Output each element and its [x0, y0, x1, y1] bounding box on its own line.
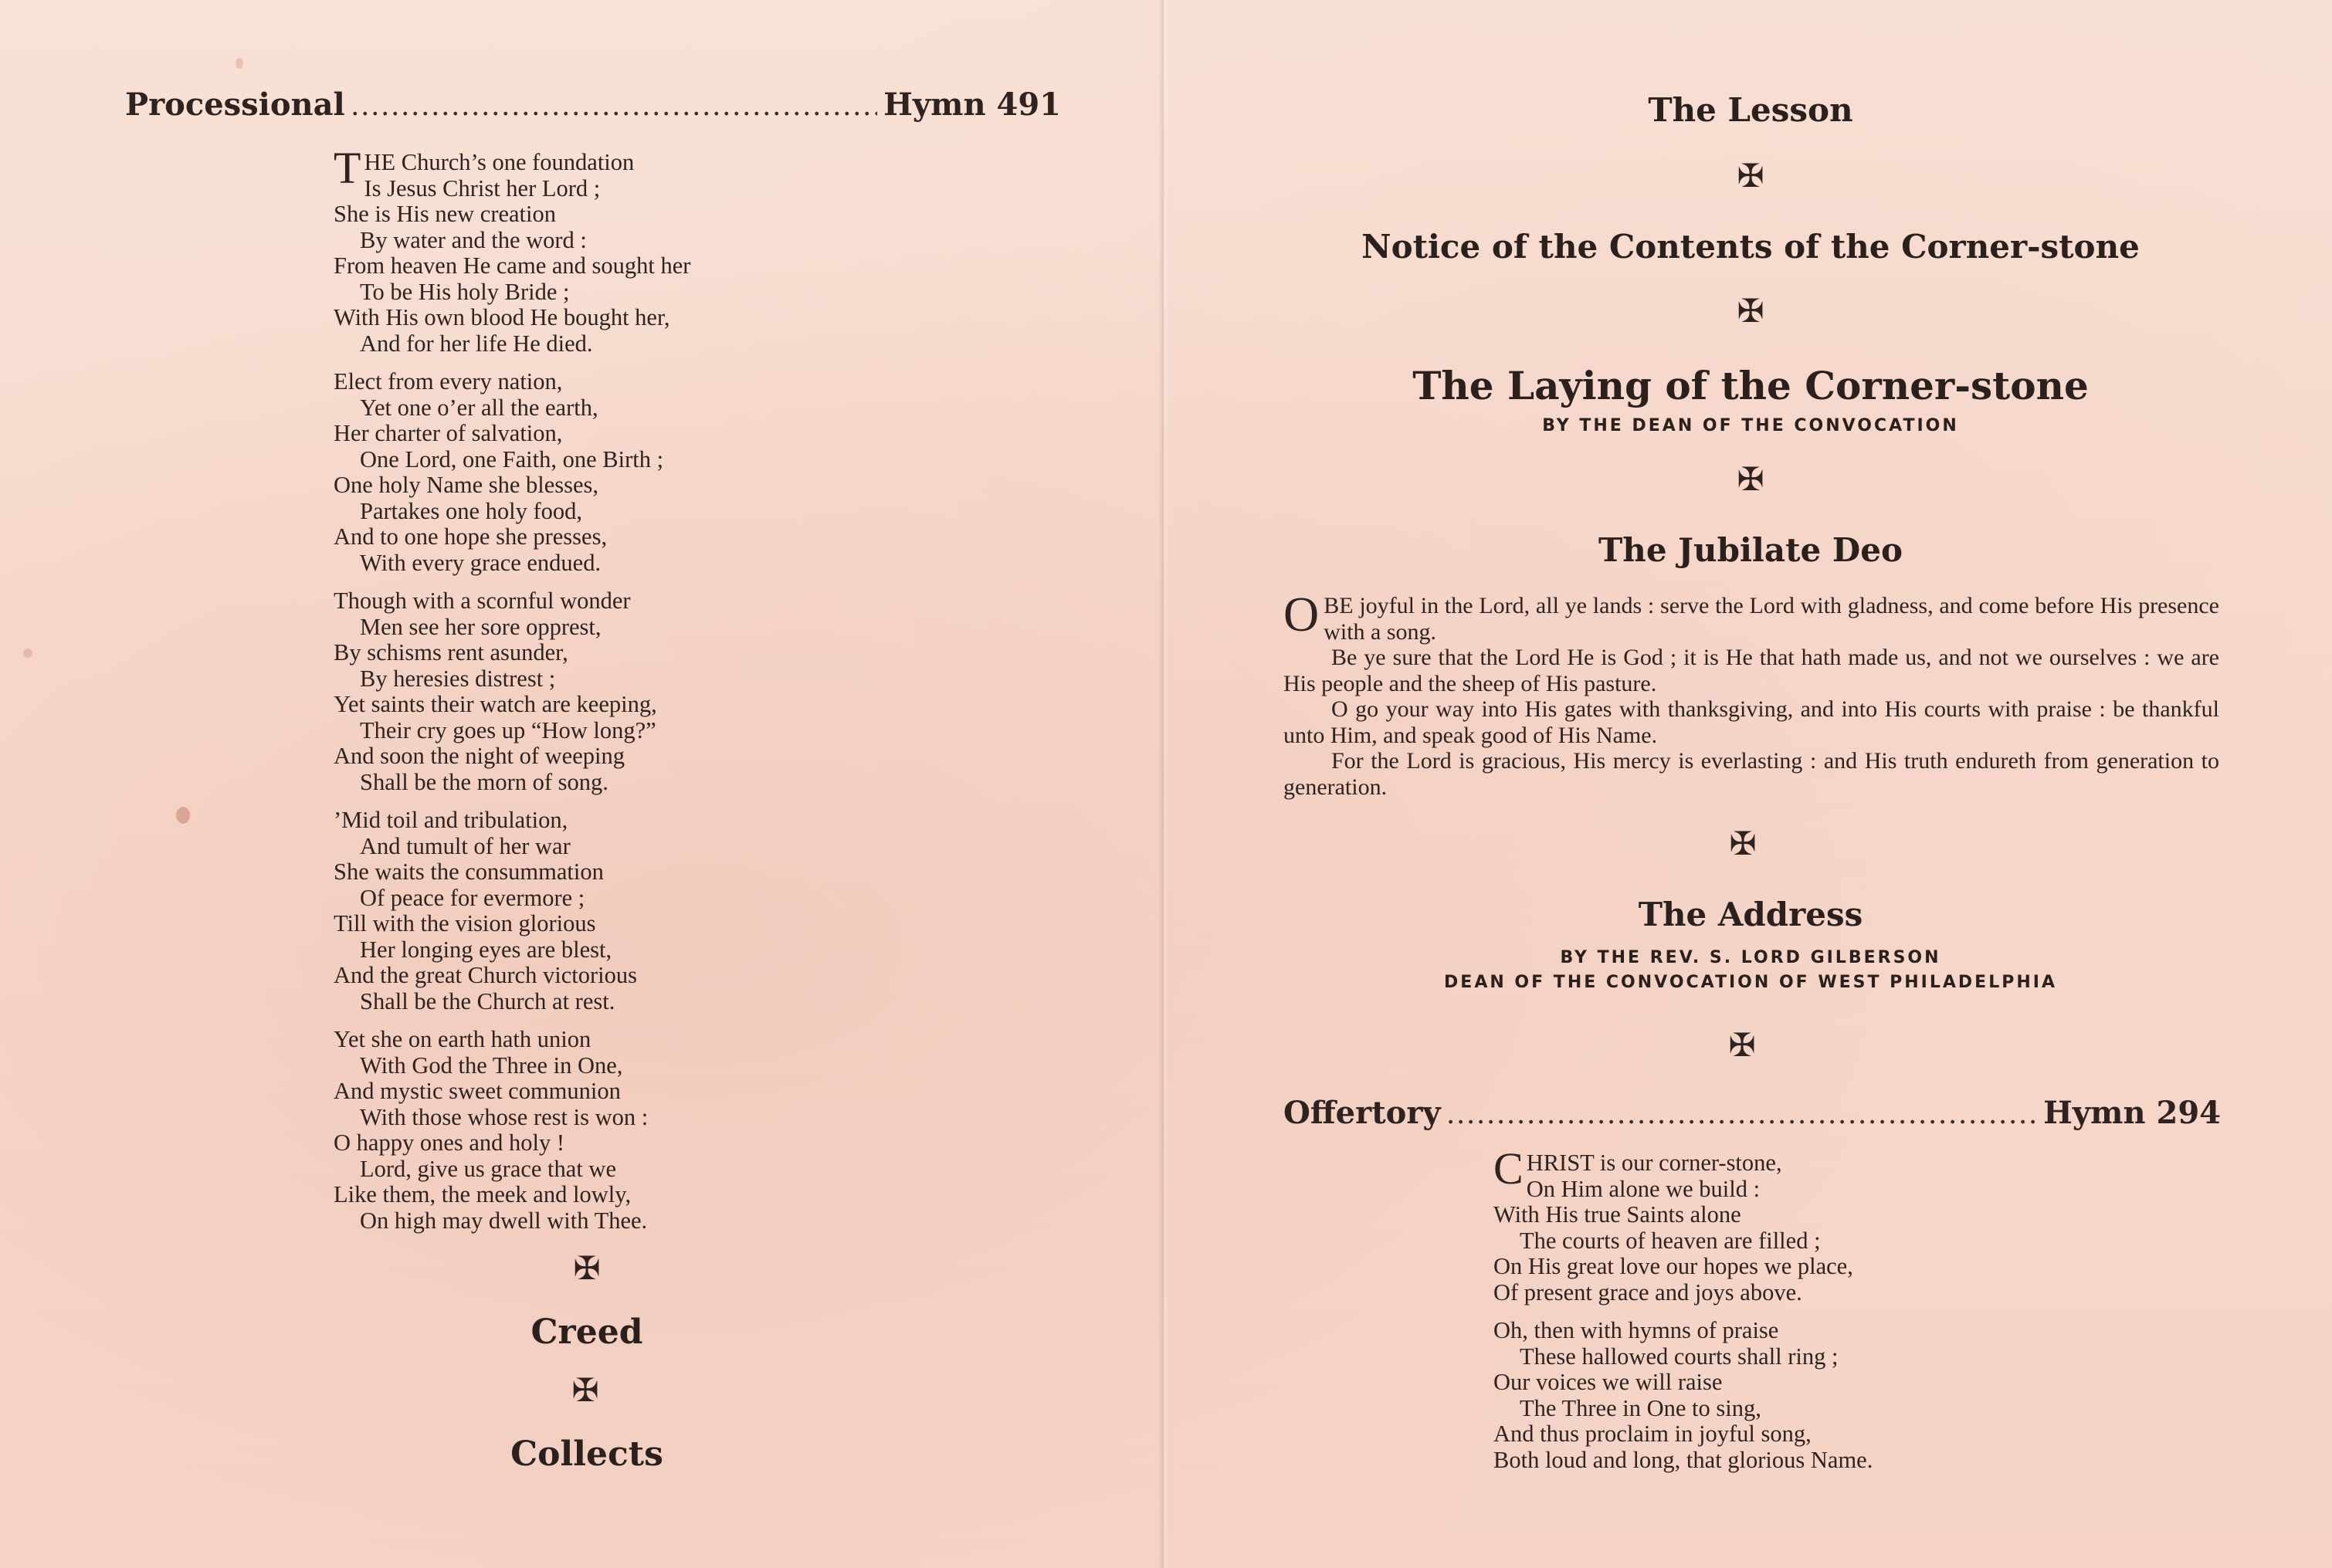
jubilate-verse-1: BE joyful in the Lord, all ye lands : serve the Lord with gladness, and come before His presence with a song.	[1324, 593, 2219, 645]
hymn-line: The courts of heaven are filled ;	[1520, 1227, 1821, 1254]
left-page	[0, 0, 1158, 1568]
hymn-line: Yet one o’er all the earth,	[360, 394, 598, 421]
cross-ornament-icon: ✠	[571, 1371, 599, 1409]
hymn-dropcap: T	[334, 143, 361, 193]
hymn-line: By schisms rent asunder,	[334, 639, 568, 665]
cross-ornament-icon: ✠	[573, 1249, 601, 1287]
hymn-line: And to one hope she presses,	[334, 523, 608, 550]
hymn-line: And soon the night of weeping	[334, 743, 625, 769]
leader-dots	[1447, 1095, 2037, 1131]
address-title: The Address	[1638, 896, 1863, 933]
hymn-stanza	[334, 588, 874, 795]
hymn-line: By heresies distrest ;	[360, 665, 556, 692]
right-page	[1169, 0, 2332, 1568]
hymn-line: Of peace for evermore ;	[360, 884, 585, 911]
hymn-line: And thus proclaim in joyful song,	[1493, 1421, 1812, 1447]
cross-ornament-icon: ✠	[1737, 460, 1764, 498]
hymn-line: Oh, then with hymns of praise	[1493, 1317, 1779, 1343]
hymn-line: ’Mid toil and tribulation,	[334, 807, 568, 833]
hymn-line: And the great Church victorious	[334, 962, 638, 988]
hymn-line: Their cry goes up “How long?”	[360, 716, 656, 743]
hymn-line: Shall be the Church at rest.	[360, 987, 615, 1014]
processional-hymn-number: Hymn 491	[883, 86, 1061, 123]
hymn-line: Lord, give us grace that we	[360, 1155, 616, 1182]
hymn-line: And tumult of her war	[360, 832, 571, 859]
hymn-line: From heaven He came and sought her	[334, 252, 691, 279]
hymn-line: Of present grace and joys above.	[1493, 1278, 1802, 1306]
hymn-line: O happy ones and holy !	[334, 1129, 565, 1156]
hymn-line: Our voices we will raise	[1493, 1369, 1723, 1395]
hymn-line: Her longing eyes are blest,	[360, 936, 612, 963]
address-dean-line: DEAN OF THE CONVOCATION OF WEST PHILADELPHIA	[1444, 973, 2057, 992]
hymn-line: With His own blood He bought her,	[334, 304, 670, 330]
hymn-line: With those whose rest is won :	[360, 1103, 649, 1130]
leader-dots	[351, 86, 877, 123]
hymn-line: One Lord, one Faith, one Birth ;	[360, 445, 664, 472]
hymn-dropcap: C	[1493, 1143, 1524, 1194]
lesson-title: The Lesson	[1648, 91, 1853, 129]
notice-title: Notice of the Contents of the Corner-stone	[1361, 228, 2140, 266]
offertory-hymn-number: Hymn 294	[2043, 1095, 2221, 1131]
offertory-heading	[1283, 1095, 2221, 1131]
hymn-stanza	[334, 1027, 874, 1234]
hymn-stanza	[334, 808, 874, 1014]
hymn-line: Is Jesus Christ her Lord ;	[364, 174, 601, 202]
laying-byline: BY THE DEAN OF THE CONVOCATION	[1542, 416, 1959, 435]
jubilate-dropcap: O	[1283, 587, 1320, 642]
hymn-line: On high may dwell with Thee.	[360, 1207, 648, 1234]
hymn-294-text	[1493, 1143, 2111, 1485]
hymn-line: Elect from every nation,	[334, 368, 563, 395]
center-fold	[1158, 0, 1169, 1568]
hymn-line: These hallowed courts shall ring ;	[1520, 1343, 1839, 1370]
laying-title: The Laying of the Corner-stone	[1412, 363, 2089, 408]
hymn-line: To be His holy Bride ;	[360, 278, 570, 305]
hymn-line: And for her life He died.	[360, 330, 593, 357]
hymn-line: One holy Name she blesses,	[334, 472, 599, 498]
hymn-line: She waits the consummation	[334, 859, 604, 885]
hymn-line: On His great love our hopes we place,	[1493, 1253, 1853, 1279]
jubilate-text	[1283, 587, 2219, 800]
cross-ornament-icon: ✠	[1737, 292, 1764, 330]
hymn-stanza	[334, 369, 874, 576]
creed-title: Creed	[530, 1312, 643, 1352]
hymn-line: Her charter of salvation,	[334, 420, 563, 446]
hymn-line: Till with the vision glorious	[334, 910, 596, 936]
jubilate-title: The Jubilate Deo	[1598, 531, 1903, 569]
hymn-line: HE Church’s one foundation	[364, 149, 635, 175]
hymn-line: On Him alone we build :	[1526, 1175, 1761, 1202]
processional-heading	[125, 86, 1061, 123]
hymn-line: Men see her sore opprest,	[360, 613, 602, 640]
jubilate-verse-4: For the Lord is gracious, His mercy is everlasting : and His truth endureth from generation to generation.	[1283, 748, 2219, 800]
cross-ornament-icon: ✠	[1737, 157, 1764, 195]
hymn-line: HRIST is our corner-stone,	[1526, 1150, 1782, 1176]
cross-ornament-icon: ✠	[1728, 1026, 1756, 1064]
hymn-line: With every grace endued.	[360, 549, 602, 576]
offertory-label: Offertory	[1283, 1095, 1441, 1131]
hymn-stanza	[334, 143, 874, 357]
hymn-line: Though with a scornful wonder	[334, 588, 631, 614]
hymn-491-text	[334, 143, 874, 1246]
hymn-line: By water and the word :	[360, 226, 587, 253]
hymn-line: With God the Three in One,	[360, 1052, 623, 1079]
hymn-line: The Three in One to sing,	[1520, 1394, 1761, 1421]
hymn-line: Partakes one holy food,	[360, 497, 582, 524]
hymn-stanza	[1493, 1143, 2111, 1306]
address-byline: BY THE REV. S. LORD GILBERSON	[1560, 948, 1941, 967]
hymn-line: With His true Saints alone	[1493, 1201, 1741, 1228]
hymn-line: Like them, the meek and lowly,	[334, 1181, 632, 1207]
jubilate-verse-2: Be ye sure that the Lord He is God ; it is He that hath made us, and not we ourselves : we are His people and the sheep of His pasture.	[1283, 645, 2219, 696]
jubilate-verse-3: O go your way into His gates with thanksgiving, and into His courts with praise : be thankful unto Him, and speak good of His Name.	[1283, 696, 2219, 748]
hymn-line: Yet she on earth hath union	[334, 1026, 591, 1052]
hymn-line: Shall be the morn of song.	[360, 768, 608, 795]
hymn-stanza	[1493, 1318, 2111, 1473]
collects-title: Collects	[510, 1434, 663, 1474]
cross-ornament-icon: ✠	[1729, 825, 1757, 862]
hymn-line: Yet saints their watch are keeping,	[334, 691, 657, 717]
hymn-line: And mystic sweet communion	[334, 1078, 621, 1104]
processional-label: Processional	[125, 86, 345, 123]
hymn-line: She is His new creation	[334, 201, 556, 227]
hymn-line: Both loud and long, that glorious Name.	[1493, 1446, 1873, 1473]
